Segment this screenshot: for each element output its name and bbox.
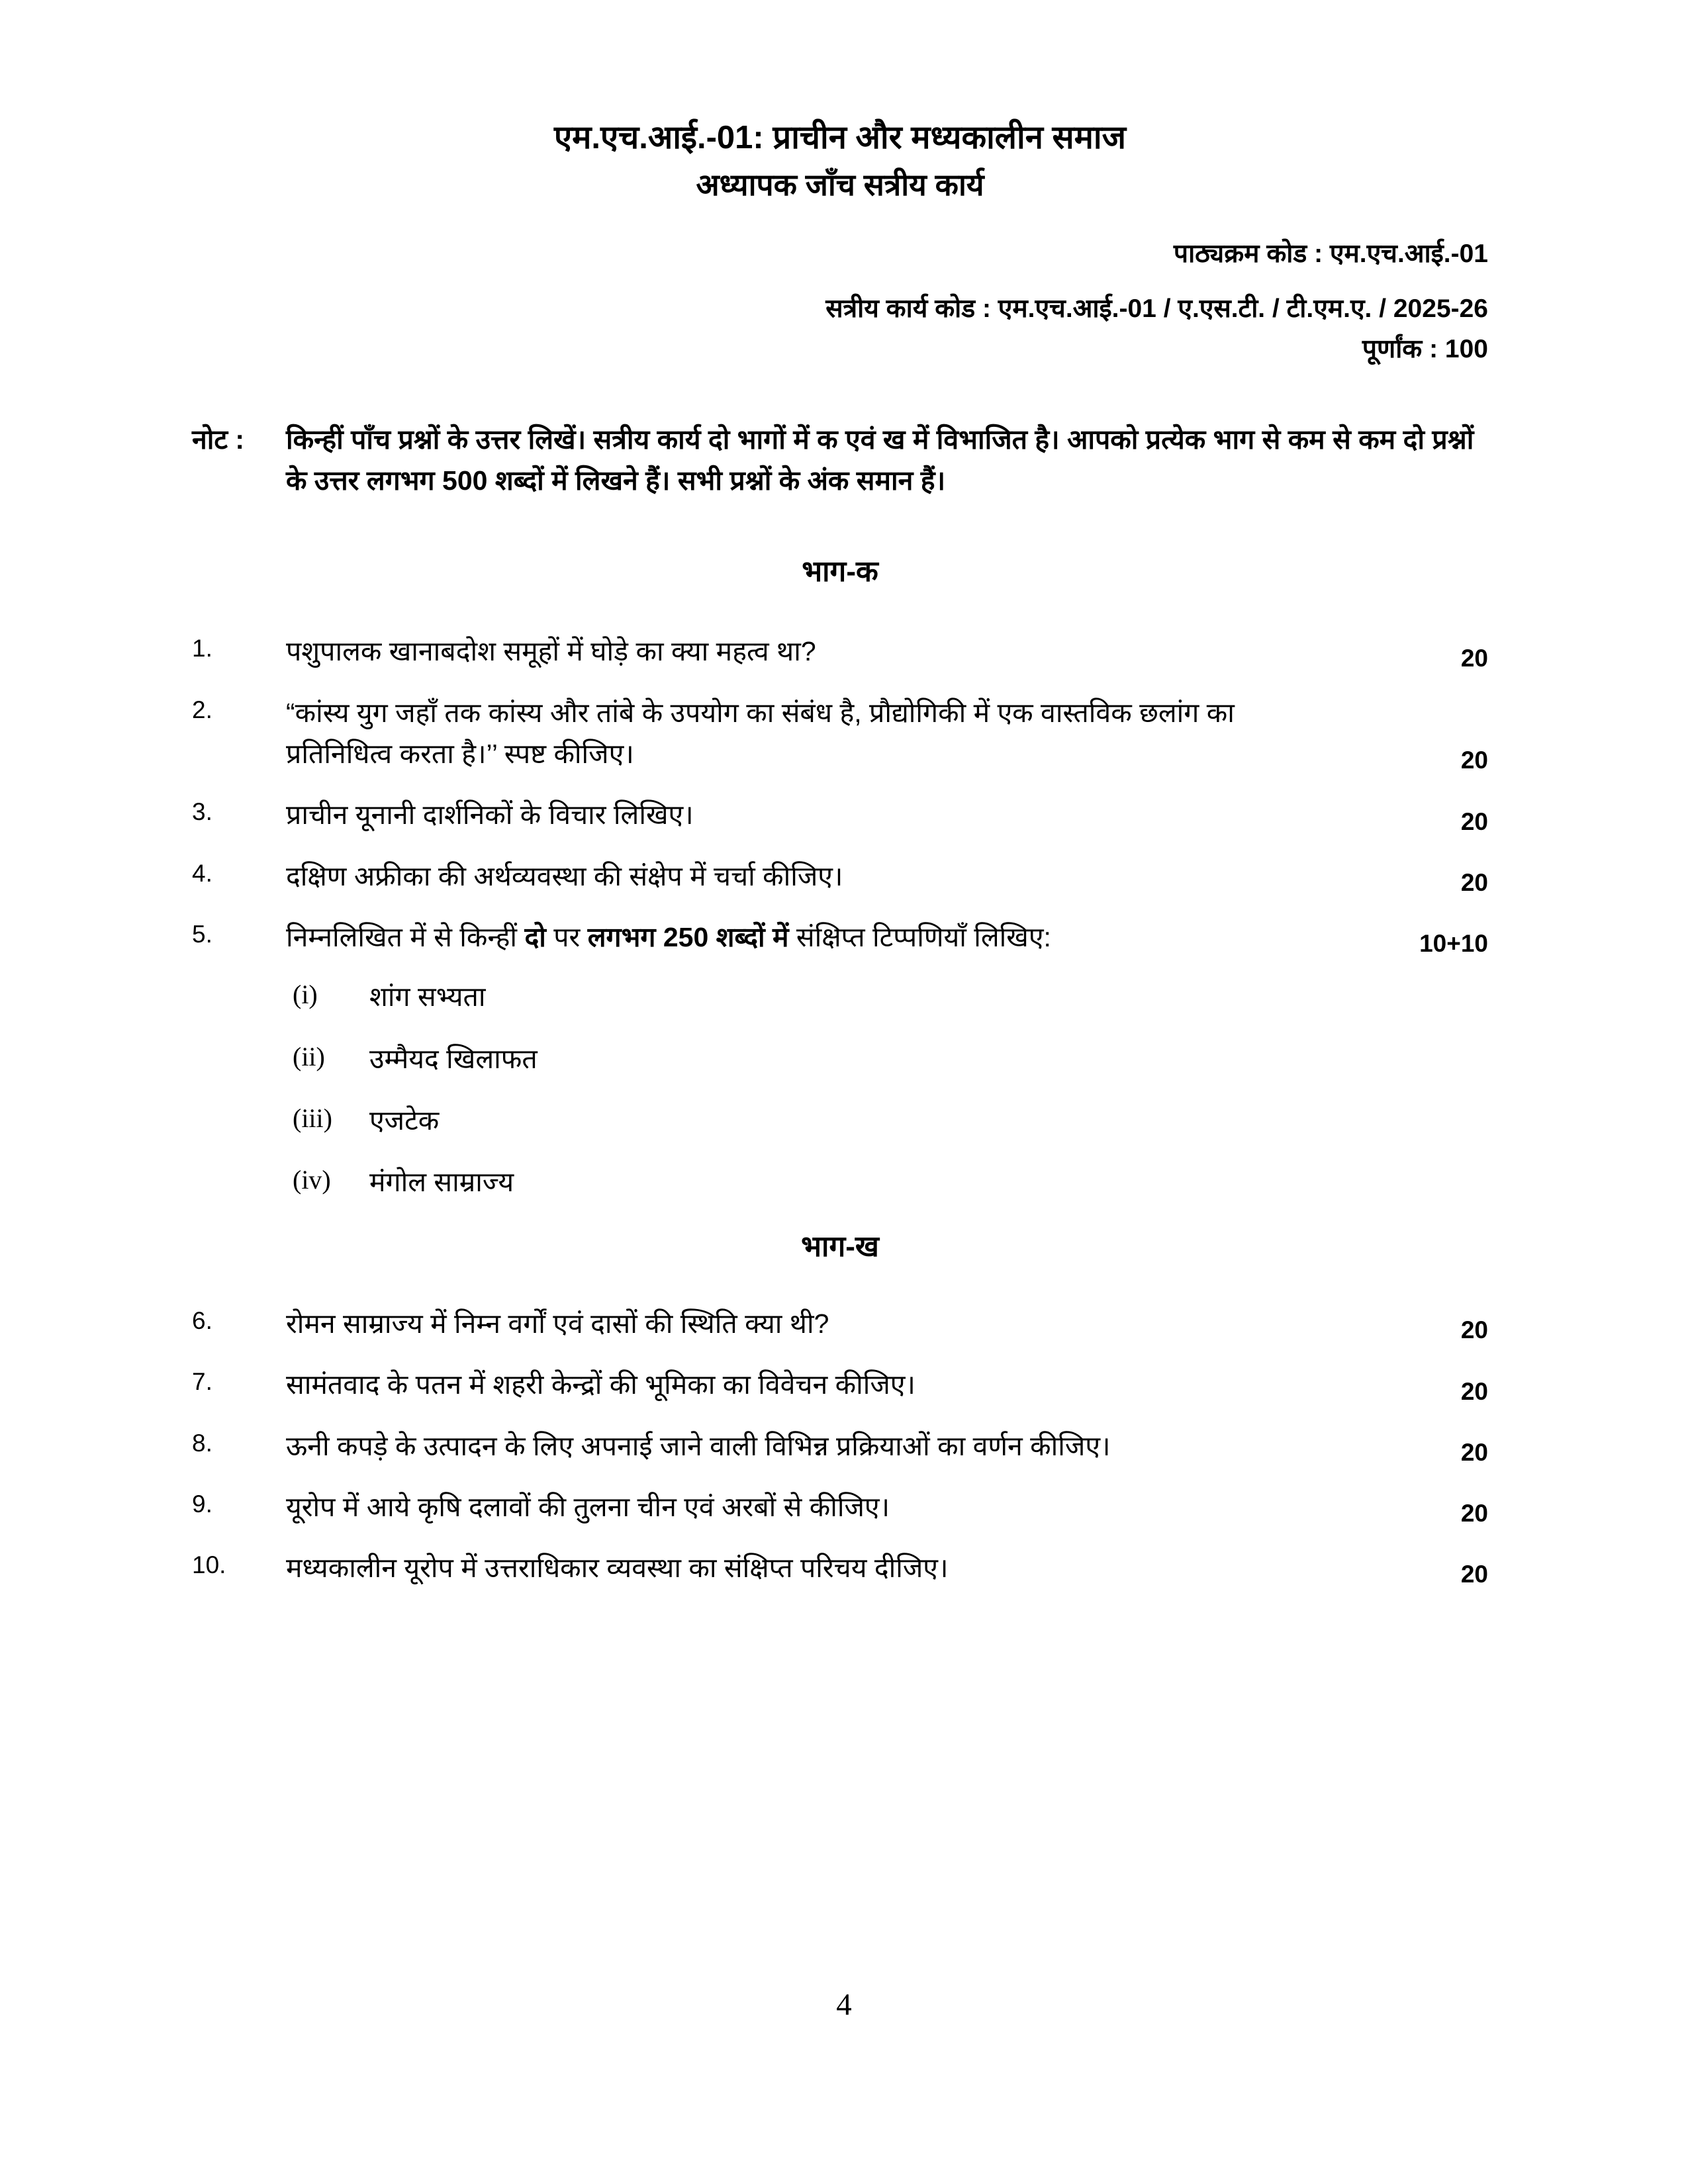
subitem-text: एजटेक [369, 1105, 440, 1136]
question-row-5 [192, 917, 1488, 958]
question-text-bold: दो [524, 921, 546, 952]
question-number: 1. [192, 635, 212, 662]
question-number: 4. [192, 859, 212, 887]
question-marks: 20 [1460, 1561, 1488, 1588]
section-heading-part-a: भाग-क [802, 555, 878, 588]
subitem-text: मंगोल साम्राज्य [369, 1167, 514, 1198]
question-row-4 [192, 856, 1488, 897]
question-text: दक्षिण अफ्रीका की अर्थव्यवस्था की संक्षेप में चर्चा कीजिए। [286, 860, 843, 891]
subitem-row-iv [293, 1163, 1488, 1202]
question-row-7 [192, 1364, 1488, 1405]
assignment-code-line: सत्रीय कार्य कोड : एम.एच.आई.-01 / ए.एस.टी. / टी.एम.ए. / 2025-26 [825, 295, 1488, 324]
note-label: नोट : [192, 424, 245, 455]
question-marks: 20 [1460, 1438, 1488, 1466]
question-row-6 [192, 1303, 1488, 1344]
page-subtitle: अध्यापक जाँच सत्रीय कार्य [696, 167, 984, 203]
question-number: 3. [192, 798, 212, 826]
question-row-9 [192, 1486, 1488, 1527]
course-code-line: पाठ्यक्रम कोड : एम.एच.आई.-01 [1173, 240, 1488, 269]
question-number: 6. [192, 1306, 212, 1334]
subitem-row-ii [293, 1040, 1488, 1079]
question-number: 7. [192, 1368, 212, 1396]
question-number: 10. [192, 1551, 226, 1579]
question-row-3 [192, 794, 1488, 835]
question-marks: 20 [1460, 868, 1488, 896]
question-text: रोमन साम्राज्य में निम्न वर्गों एवं दासों की स्थिति क्या थी? [286, 1308, 829, 1339]
question-text: “कांस्य युग जहाँ तक कांस्य और तांबे के उपयोग का संबंध है, प्रौद्योगिकी में एक वास्तविक छलांग का प्रतिनिधित्व करता है।’’ स्पष्ट कीजिए। [286, 697, 1235, 769]
subitem-text: शांग सभ्यता [369, 981, 486, 1013]
question-number: 2. [192, 696, 212, 723]
question-text-part: निम्नलिखित में से किन्हीं [286, 921, 525, 952]
subitem-row-iii [293, 1101, 1488, 1140]
question-marks: 20 [1460, 1377, 1488, 1405]
question-text-part: पर [545, 921, 588, 952]
page-content [192, 118, 1488, 1608]
question-row-1 [192, 631, 1488, 672]
total-marks-line: पूर्णांक : 100 [1362, 335, 1488, 364]
question-number: 5. [192, 920, 212, 948]
question-text: सामंतवाद के पतन में शहरी केन्द्रों की भूमिका का विवेचन कीजिए। [286, 1369, 915, 1400]
question-row-8 [192, 1426, 1488, 1467]
question-text: ऊनी कपड़े के उत्पादन के लिए अपनाई जाने वाली विभिन्न प्रक्रियाओं का वर्णन कीजिए। [286, 1430, 1111, 1461]
question-marks: 20 [1460, 1500, 1488, 1527]
question-text-part: संक्षिप्त टिप्पणियाँ लिखिए: [788, 921, 1051, 952]
question-number: 8. [192, 1429, 212, 1457]
question-marks: 20 [1460, 747, 1488, 774]
question-row-2 [192, 692, 1488, 775]
note-text: किन्हीं पाँच प्रश्नों के उत्तर लिखें। सत्रीय कार्य दो भागों में क एवं ख में विभाजित है। आपको प्रत्येक भाग से कम से कम दो प्रश्नों के उत्तर लगभग 500 शब्दों में लिखने हैं। सभी प्रश्नों के अंक समान हैं। [286, 424, 1474, 496]
question-text: पशुपालक खानाबदोश समूहों में घोड़े का क्या महत्व था? [286, 636, 816, 667]
question-text [286, 917, 1323, 958]
question-text: यूरोप में आये कृषि दलावों की तुलना चीन एवं अरबों से कीजिए। [286, 1491, 890, 1522]
page-number: 4 [836, 1987, 852, 2022]
note-block [192, 420, 1488, 501]
subitem-number: (ii) [293, 1041, 325, 1071]
section-heading-part-b: भाग-ख [801, 1230, 879, 1263]
subitem-number: (i) [293, 979, 318, 1010]
question-marks: 10+10 [1419, 930, 1488, 958]
question-marks: 20 [1460, 807, 1488, 835]
subitem-number: (iv) [293, 1165, 331, 1195]
page-title: एम.एच.आई.-01: प्राचीन और मध्यकालीन समाज [554, 120, 1126, 156]
question-number: 9. [192, 1490, 212, 1518]
subitem-number: (iii) [293, 1103, 332, 1133]
question-text: प्राचीन यूनानी दार्शनिकों के विचार लिखिए। [286, 799, 694, 831]
question-marks: 20 [1460, 644, 1488, 672]
question-text: मध्यकालीन यूरोप में उत्तराधिकार व्यवस्था का संक्षिप्त परिचय दीजिए। [286, 1553, 949, 1584]
question-marks: 20 [1460, 1316, 1488, 1344]
question-row-10 [192, 1547, 1488, 1588]
subitem-text: उम्मैयद खिलाफत [369, 1043, 538, 1074]
subitem-row-i [293, 978, 1488, 1017]
question-text-bold: लगभग 250 शब्दों में [587, 921, 789, 952]
